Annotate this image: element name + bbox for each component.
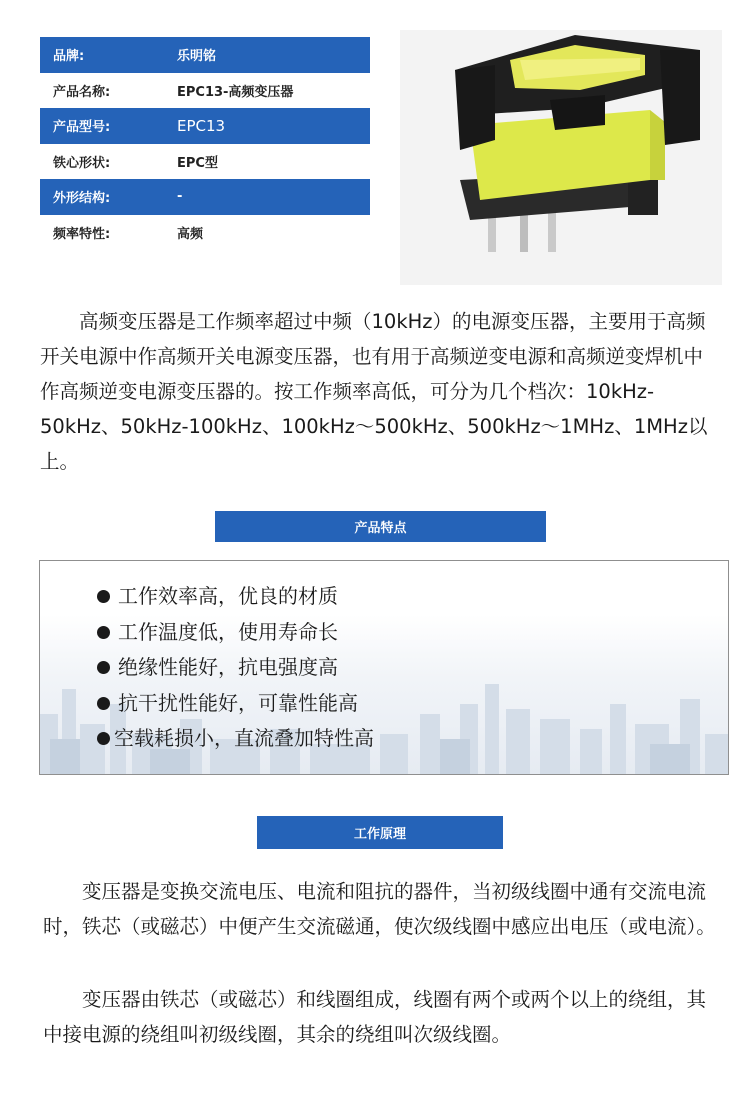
spec-value: 乐明铭 bbox=[177, 49, 217, 65]
feature-text: 绝缘性能好，抗电强度高 bbox=[118, 655, 338, 679]
spec-table bbox=[40, 37, 370, 250]
bullet-icon bbox=[97, 697, 110, 710]
feature-text: 工作效率高，优良的材质 bbox=[118, 584, 338, 608]
list-item bbox=[97, 615, 374, 651]
feature-text: 抗干扰性能好，可靠性能高 bbox=[118, 690, 358, 715]
spec-value: EPC13 bbox=[177, 116, 226, 135]
spec-value: - bbox=[177, 189, 183, 205]
bullet-icon bbox=[97, 590, 110, 603]
list-item bbox=[97, 579, 374, 615]
spec-key: 产品型号: bbox=[53, 120, 111, 136]
spec-key: 铁心形状: bbox=[53, 155, 111, 171]
list-item bbox=[97, 721, 374, 757]
spec-key: 外形结构: bbox=[53, 191, 111, 207]
spec-key: 品牌: bbox=[53, 49, 85, 65]
features-list bbox=[97, 579, 374, 757]
bullet-icon bbox=[97, 732, 110, 745]
transformer-image bbox=[400, 30, 722, 285]
principle-paragraph-1: 变压器是变换交流电压、电流和阻抗的器件，当初级线圈中通有交流电流时，铁芯（或磁芯）中便产生交流磁通，使次级线圈中感应出电压（或电流）。 bbox=[43, 880, 716, 938]
spec-key: 频率特性: bbox=[53, 226, 111, 242]
principle-header: 工作原理 bbox=[257, 816, 503, 849]
principle-paragraph-2: 变压器由铁芯（或磁芯）和线圈组成，线圈有两个或两个以上的绕组，其中接电源的绕组叫初级线圈，其余的绕组叫次级线圈。 bbox=[43, 988, 707, 1046]
features-header: 产品特点 bbox=[215, 511, 546, 542]
spec-value: 高频 bbox=[177, 226, 204, 242]
feature-text: 空载耗损小，直流叠加特性高 bbox=[114, 726, 374, 750]
spec-row-frequency bbox=[40, 215, 370, 251]
spec-row-core-shape bbox=[40, 144, 370, 180]
bullet-icon bbox=[97, 661, 110, 674]
spec-key: 产品名称: bbox=[53, 84, 111, 100]
bullet-icon bbox=[97, 626, 110, 639]
spec-row-structure bbox=[40, 179, 370, 215]
feature-text: 工作温度低，使用寿命长 bbox=[118, 619, 338, 644]
list-item bbox=[97, 650, 374, 686]
list-item bbox=[97, 686, 374, 722]
intro-paragraph: 高频变压器是工作频率超过中频（10kHz）的电源变压器，主要用于高频开关电源中作高频开关电源变压器，也有用于高频逆变电源和高频逆变焊机中作高频逆变电源变压器的。按工作频率高低，可分为几个档次：10kHz- 50kHz、50kHz-100kHz、100kHz～500kHz、500kHz～1MHz、1MHz以上。 bbox=[40, 310, 708, 473]
features-panel bbox=[39, 560, 729, 775]
spec-value: EPC13-高频变压器 bbox=[177, 84, 294, 100]
spec-row-product-name bbox=[40, 73, 370, 109]
spec-value: EPC型 bbox=[177, 155, 218, 171]
spec-row-model bbox=[40, 108, 370, 144]
product-image bbox=[400, 30, 722, 285]
spec-row-brand bbox=[40, 37, 370, 73]
